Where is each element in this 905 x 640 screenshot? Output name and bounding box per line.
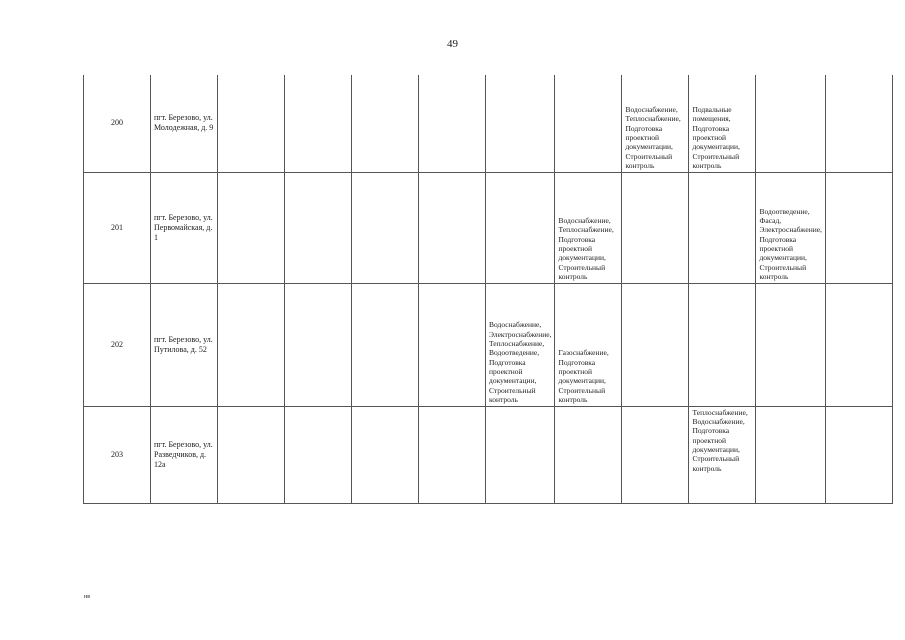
work-cell xyxy=(622,406,689,503)
row-number: 200 xyxy=(84,75,151,172)
work-cell xyxy=(622,283,689,406)
repair-schedule-table xyxy=(83,75,893,504)
work-cell xyxy=(218,172,285,283)
work-cell xyxy=(419,172,486,283)
work-cell: Теплоснабжение, Водоснабжение, Подготовка проектной документации, Строительный контроль xyxy=(689,406,756,503)
work-cell xyxy=(825,283,892,406)
work-cell xyxy=(825,406,892,503)
work-cell xyxy=(352,406,419,503)
work-cell xyxy=(285,406,352,503)
work-cell xyxy=(486,172,555,283)
work-cell xyxy=(825,172,892,283)
table-row xyxy=(84,172,893,283)
work-cell xyxy=(218,406,285,503)
work-cell xyxy=(419,75,486,172)
work-cell xyxy=(285,172,352,283)
work-cell xyxy=(756,283,825,406)
work-cell xyxy=(419,406,486,503)
row-address: пгт. Березово, ул. Разведчиков, д. 12а xyxy=(151,406,218,503)
work-cell xyxy=(486,406,555,503)
table-row xyxy=(84,75,893,172)
row-number: 201 xyxy=(84,172,151,283)
work-cell: Водоснабжение, Теплоснабжение, Подготовка проектной документации, Строительный контроль xyxy=(622,75,689,172)
work-cell xyxy=(555,406,622,503)
work-cell xyxy=(689,172,756,283)
work-cell xyxy=(756,75,825,172)
work-cell xyxy=(486,75,555,172)
work-cell xyxy=(352,283,419,406)
work-cell: Водоснабжение, Теплоснабжение, Подготовка проектной документации, Строительный контроль xyxy=(555,172,622,283)
work-cell xyxy=(218,75,285,172)
work-cell xyxy=(218,283,285,406)
row-address: пгт. Березово, ул. Путилова, д. 52 xyxy=(151,283,218,406)
work-cell xyxy=(825,75,892,172)
footer-code: нв xyxy=(84,594,91,600)
work-cell: Газоснабжение, Подготовка проектной документации, Строительный контроль xyxy=(555,283,622,406)
work-cell xyxy=(285,75,352,172)
row-address: пгт. Березово, ул. Молодежная, д. 9 xyxy=(151,75,218,172)
row-address: пгт. Березово, ул. Первомайская, д. 1 xyxy=(151,172,218,283)
page-number: 49 xyxy=(447,38,458,50)
work-cell xyxy=(352,172,419,283)
work-cell: Водоснабжение, Электроснабжение, Теплоснабжение, Водоотведение, Подготовка проектной документации, Строительный контроль xyxy=(486,283,555,406)
table-row xyxy=(84,406,893,503)
row-number: 203 xyxy=(84,406,151,503)
work-cell xyxy=(419,283,486,406)
row-number: 202 xyxy=(84,283,151,406)
work-cell xyxy=(352,75,419,172)
work-cell xyxy=(756,406,825,503)
work-cell: Подвальные помещения, Подготовка проектной документации, Строительный контроль xyxy=(689,75,756,172)
work-cell xyxy=(285,283,352,406)
work-cell: Водоотведение, Фасад, Электроснабжение, Подготовка проектной документации, Строительный контроль xyxy=(756,172,825,283)
table-row xyxy=(84,283,893,406)
work-cell xyxy=(555,75,622,172)
work-cell xyxy=(689,283,756,406)
work-cell xyxy=(622,172,689,283)
